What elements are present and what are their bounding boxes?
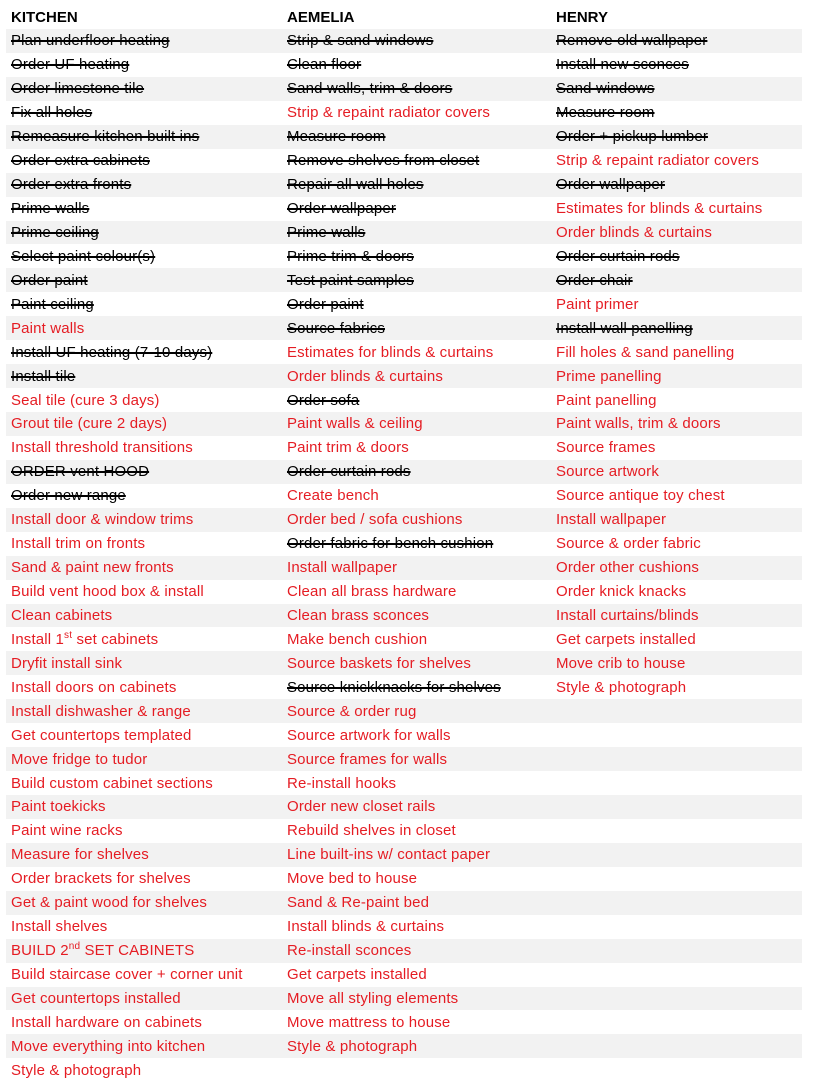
- table-row: [6, 627, 802, 651]
- aemelia-task: Paint trim & doors: [287, 439, 409, 457]
- table-row: [6, 699, 802, 723]
- henry-task: Order blinds & curtains: [556, 223, 713, 241]
- henry-task: Order curtain rods: [556, 247, 680, 265]
- table-row: [6, 101, 802, 125]
- kitchen-task: Order extra cabinets: [11, 152, 150, 170]
- table-row: [6, 316, 802, 340]
- aemelia-task: Order wallpaper: [287, 200, 396, 218]
- table-row: [6, 221, 802, 245]
- aemelia-task: Source artwork for walls: [287, 726, 451, 744]
- aemelia-task: Order bed / sofa cushions: [287, 511, 463, 529]
- kitchen-task: Build staircase cover + corner unit: [11, 966, 243, 984]
- task-text: Install 1: [11, 630, 65, 648]
- kitchen-task: Get & paint wood for shelves: [11, 894, 207, 912]
- kitchen-task: Plan underfloor heating: [11, 32, 170, 50]
- table-row: [6, 484, 802, 508]
- table-row: [6, 604, 802, 628]
- aemelia-task: Repair all wall holes: [287, 176, 424, 194]
- aemelia-task: Create bench: [287, 487, 379, 505]
- aemelia-task: Measure room: [287, 128, 386, 146]
- kitchen-task: Order limestone tile: [11, 80, 145, 98]
- task-text-after: SET CABINETS: [80, 942, 195, 960]
- table-row: [6, 197, 802, 221]
- table-row: [6, 891, 802, 915]
- aemelia-task: Clean all brass hardware: [287, 583, 457, 601]
- table-row: [6, 1010, 802, 1034]
- kitchen-task: Remeasure kitchen built ins: [11, 128, 200, 146]
- table-row: [6, 795, 802, 819]
- aemelia-task: Source fabrics: [287, 319, 385, 337]
- kitchen-task: Get countertops installed: [11, 989, 181, 1007]
- henry-task: Source antique toy chest: [556, 487, 725, 505]
- aemelia-task: Re-install hooks: [287, 774, 397, 792]
- kitchen-task: Install threshold transitions: [11, 439, 193, 457]
- kitchen-task: Install trim on fronts: [11, 535, 146, 553]
- table-row: [6, 508, 802, 532]
- kitchen-task: Move fridge to tudor: [11, 750, 148, 768]
- aemelia-task: Style & photograph: [287, 1037, 418, 1055]
- kitchen-task: Move everything into kitchen: [11, 1037, 206, 1055]
- henry-task: Fill holes & sand panelling: [556, 343, 735, 361]
- kitchen-task: Seal tile (cure 3 days): [11, 391, 160, 409]
- table-row: [6, 867, 802, 891]
- aemelia-task: Sand & Re-paint bed: [287, 894, 430, 912]
- header-row: [6, 6, 802, 29]
- henry-task: Install curtains/blinds: [556, 606, 699, 624]
- table-row: [6, 412, 802, 436]
- henry-task: Order other cushions: [556, 559, 700, 577]
- kitchen-task: Install dishwasher & range: [11, 702, 191, 720]
- henry-task: Order wallpaper: [556, 176, 665, 194]
- kitchen-task: Install tile: [11, 367, 76, 385]
- aemelia-task: Make bench cushion: [287, 630, 428, 648]
- aemelia-task: Strip & repaint radiator covers: [287, 104, 491, 122]
- henry-task: Get carpets installed: [556, 630, 696, 648]
- henry-header: HENRY: [556, 9, 608, 26]
- aemelia-task: Order paint: [287, 295, 364, 313]
- kitchen-task: Install door & window trims: [11, 511, 194, 529]
- table-row: [6, 675, 802, 699]
- henry-task: Remove old wallpaper: [556, 32, 708, 50]
- aemelia-task: Order new closet rails: [287, 798, 436, 816]
- kitchen-task: Build vent hood box & install: [11, 583, 204, 601]
- table-row: [6, 340, 802, 364]
- kitchen-task: Get countertops templated: [11, 726, 192, 744]
- aemelia-task: Paint walls & ceiling: [287, 415, 423, 433]
- task-sheet: [6, 6, 802, 1082]
- kitchen-task: [6, 628, 282, 651]
- henry-task: Order knick knacks: [556, 583, 687, 601]
- task-rows: [6, 29, 802, 1082]
- henry-task: Move crib to house: [556, 654, 686, 672]
- table-row: [6, 532, 802, 556]
- aemelia-task: Remove shelves from closet: [287, 152, 480, 170]
- aemelia-task: Rebuild shelves in closet: [287, 822, 456, 840]
- aemelia-task: Order blinds & curtains: [287, 367, 444, 385]
- aemelia-task: Source & order rug: [287, 702, 417, 720]
- henry-task: Order + pickup lumber: [556, 128, 708, 146]
- table-row: [6, 747, 802, 771]
- henry-task: Sand windows: [556, 80, 655, 98]
- table-row: [6, 460, 802, 484]
- kitchen-task: Sand & paint new fronts: [11, 559, 174, 577]
- henry-task: Strip & repaint radiator covers: [556, 152, 760, 170]
- henry-task: Paint primer: [556, 295, 639, 313]
- table-row: [6, 364, 802, 388]
- aemelia-task: Prime trim & doors: [287, 247, 414, 265]
- aemelia-header: AEMELIA: [287, 9, 355, 26]
- henry-task: Paint walls, trim & doors: [556, 415, 721, 433]
- kitchen-task: Style & photograph: [11, 1061, 142, 1079]
- table-row: [6, 987, 802, 1011]
- aemelia-task: Install wallpaper: [287, 559, 398, 577]
- kitchen-task: Paint walls: [11, 319, 85, 337]
- table-row: [6, 436, 802, 460]
- aemelia-task: Get carpets installed: [287, 966, 427, 984]
- aemelia-task: Sand walls, trim & doors: [287, 80, 453, 98]
- table-row: [6, 244, 802, 268]
- table-row: [6, 77, 802, 101]
- table-row: [6, 388, 802, 412]
- kitchen-task: Paint ceiling: [11, 295, 94, 313]
- aemelia-task: Prime walls: [287, 223, 366, 241]
- kitchen-task: Order paint: [11, 271, 88, 289]
- table-row: [6, 915, 802, 939]
- kitchen-task: ORDER vent HOOD: [11, 463, 150, 481]
- table-row: [6, 1034, 802, 1058]
- aemelia-task: Order sofa: [287, 391, 360, 409]
- table-row: [6, 651, 802, 675]
- kitchen-task: Fix all holes: [11, 104, 93, 122]
- table-row: [6, 771, 802, 795]
- table-row: [6, 580, 802, 604]
- kitchen-task: Clean cabinets: [11, 606, 113, 624]
- aemelia-task: Strip & sand windows: [287, 32, 434, 50]
- aemelia-task: Move bed to house: [287, 870, 418, 888]
- henry-task: Install wallpaper: [556, 511, 667, 529]
- aemelia-task: Test paint samples: [287, 271, 414, 289]
- kitchen-task: Install UF heating (7-10 days): [11, 343, 213, 361]
- kitchen-task: Order brackets for shelves: [11, 870, 191, 888]
- kitchen-task: Paint wine racks: [11, 822, 123, 840]
- table-row: [6, 268, 802, 292]
- kitchen-task: Install shelves: [11, 918, 108, 936]
- table-row: [6, 53, 802, 77]
- henry-task: Install wall panelling: [556, 319, 693, 337]
- kitchen-task: [6, 939, 282, 962]
- kitchen-task: Select paint colour(s): [11, 247, 156, 265]
- table-row: [6, 292, 802, 316]
- aemelia-task: Clean brass sconces: [287, 606, 430, 624]
- kitchen-task: Build custom cabinet sections: [11, 774, 213, 792]
- aemelia-task: Line built-ins w/ contact paper: [287, 846, 491, 864]
- kitchen-task: Paint toekicks: [11, 798, 106, 816]
- kitchen-task: Order UF heating: [11, 56, 130, 74]
- table-row: [6, 843, 802, 867]
- henry-task: Source & order fabric: [556, 535, 701, 553]
- task-superscript: nd: [68, 941, 81, 953]
- henry-task: Style & photograph: [556, 678, 687, 696]
- aemelia-task: Re-install sconces: [287, 942, 412, 960]
- task-text: BUILD 2: [11, 942, 69, 960]
- aemelia-task: Source knickknacks for shelves: [287, 678, 501, 696]
- table-row: [6, 723, 802, 747]
- kitchen-task: Grout tile (cure 2 days): [11, 415, 168, 433]
- aemelia-task: Move all styling elements: [287, 989, 459, 1007]
- henry-task: Measure room: [556, 104, 655, 122]
- aemelia-task: Move mattress to house: [287, 1013, 451, 1031]
- aemelia-task: Clean floor: [287, 56, 362, 74]
- aemelia-task: Order curtain rods: [287, 463, 411, 481]
- kitchen-task: Install doors on cabinets: [11, 678, 177, 696]
- aemelia-task: Source frames for walls: [287, 750, 448, 768]
- aemelia-task: Order fabric for bench cushion: [287, 535, 494, 553]
- henry-task: Install new sconces: [556, 56, 689, 74]
- table-row: [6, 149, 802, 173]
- henry-task: Estimates for blinds & curtains: [556, 200, 763, 218]
- table-row: [6, 173, 802, 197]
- table-row: [6, 963, 802, 987]
- henry-task: Prime panelling: [556, 367, 662, 385]
- kitchen-task: Install hardware on cabinets: [11, 1013, 202, 1031]
- kitchen-task: Order new range: [11, 487, 126, 505]
- kitchen-task: Dryfit install sink: [11, 654, 123, 672]
- table-row: [6, 125, 802, 149]
- kitchen-header: KITCHEN: [11, 9, 78, 26]
- table-row: [6, 819, 802, 843]
- henry-task: Source artwork: [556, 463, 659, 481]
- henry-task: Paint panelling: [556, 391, 657, 409]
- henry-task: Order chair: [556, 271, 633, 289]
- aemelia-task: Source baskets for shelves: [287, 654, 471, 672]
- table-row: [6, 1058, 802, 1082]
- aemelia-task: Install blinds & curtains: [287, 918, 445, 936]
- task-text-after: set cabinets: [72, 630, 159, 648]
- aemelia-task: Estimates for blinds & curtains: [287, 343, 494, 361]
- task-superscript: st: [64, 629, 73, 641]
- table-row: [6, 29, 802, 53]
- table-row: [6, 939, 802, 963]
- henry-task: Source frames: [556, 439, 656, 457]
- kitchen-task: Order extra fronts: [11, 176, 132, 194]
- kitchen-task: Prime walls: [11, 200, 90, 218]
- kitchen-task: Measure for shelves: [11, 846, 149, 864]
- table-row: [6, 556, 802, 580]
- kitchen-task: Prime ceiling: [11, 223, 99, 241]
